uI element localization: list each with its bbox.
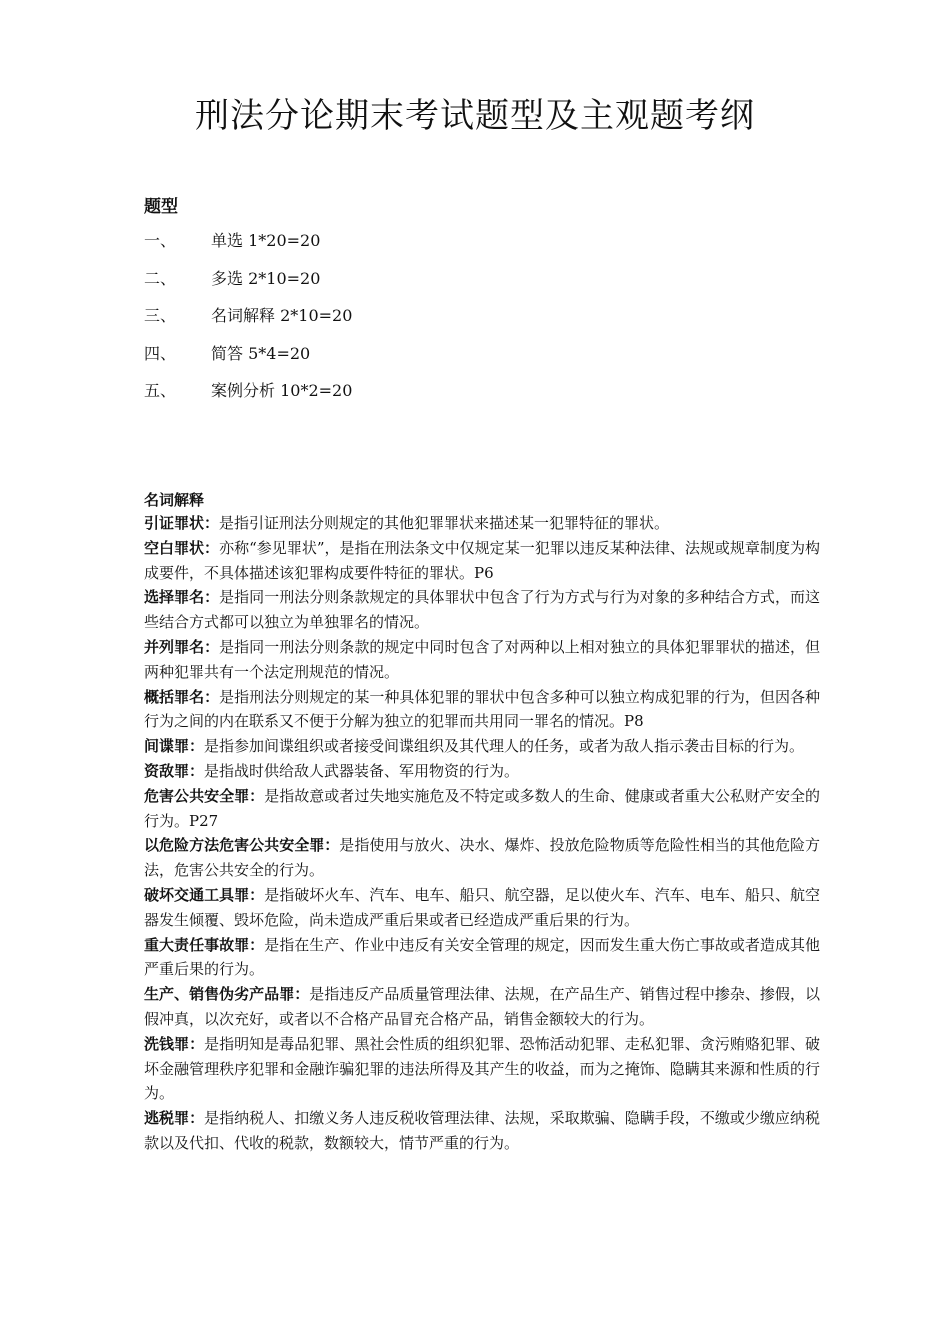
terms-heading: 名词解释 [144,491,205,509]
term-name: 逃税罪： [144,1109,205,1128]
term-definition [144,833,820,883]
term-definition [144,759,820,784]
term-definition [144,734,820,759]
question-type-item [144,340,352,378]
term-definition [144,511,820,536]
question-type-label: 名词解释 2*10=20 [211,306,353,325]
question-types-list [144,227,352,415]
question-type-number: 五、 [144,381,177,400]
term-definition [144,1106,820,1156]
term-text: 是指在生产、作业中违反有关安全管理的规定，因而发生重大伤亡事故或者造成其他严重后果的行为。 [144,935,820,979]
question-type-number: 二、 [144,268,177,288]
term-text: 是指引证刑法分则规定的其他犯罪罪状来描述某一犯罪特征的罪状。 [219,514,670,532]
term-text: 是指战时供给敌人武器装备、军用物资的行为。 [204,761,520,780]
term-name: 概括罪名： [144,687,220,706]
question-type-item [144,227,352,265]
term-definition [144,1032,820,1106]
term-text: 是指参加间谍组织或者接受间谍组织及其代理人的任务，或者为敌人指示袭击目标的行为。 [204,737,805,756]
terms-list [144,511,820,1156]
term-text: 是指明知是毒品犯罪、黑社会性质的组织犯罪、恐怖活动犯罪、走私犯罪、贪污贿赂犯罪、破坏金融管理秩序犯罪和金融诈骗犯罪的违法所得及其产生的收益，而为之掩饰、隐瞒其来源和性质的行为。 [144,1034,820,1103]
term-definition [144,585,820,635]
question-type-label: 多选 2*10=20 [211,268,321,288]
question-type-item [144,302,352,340]
question-type-number: 三、 [144,306,177,325]
term-name: 洗钱罪： [144,1034,205,1053]
question-type-label: 案例分析 10*2=20 [211,381,353,400]
question-type-label: 单选 1*20=20 [211,231,321,250]
term-text: 是指违反产品质量管理法律、法规，在产品生产、销售过程中掺杂、掺假，以假冲真，以次充好，或者以不合格产品冒充合格产品，销售金额较大的行为。 [144,985,820,1028]
term-definition [144,784,820,834]
term-text: 是指刑法分则规定的某一种具体犯罪的罪状中包含多种可以独立构成犯罪的行为，但因各种行为之间的内在联系又不便于分解为独立的犯罪而共用同一罪名的情况。P8 [144,687,820,731]
term-name: 引证罪状： [144,514,220,532]
term-definition [144,685,820,735]
term-name: 并列罪名： [144,637,220,656]
term-text: 是指故意或者过失地实施危及不特定或多数人的生命、健康或者重大公私财产安全的行为。P27 [144,786,820,830]
term-name: 以危险方法危害公共安全罪： [144,836,340,855]
term-definition [144,536,820,586]
term-text: 是指纳税人、扣缴义务人违反税收管理法律、法规，采取欺骗、隐瞒手段，不缴或少缴应纳税款以及代扣、代收的税款，数额较大，情节严重的行为。 [144,1109,820,1152]
term-name: 资敌罪： [144,761,205,780]
document-title: 刑法分论期末考试题型及主观题考纲 [195,96,755,136]
term-text: 是指同一刑法分则条款规定的具体罪状中包含了行为方式与行为对象的多种结合方式，而这些结合方式都可以独立为单独罪名的情况。 [144,588,820,632]
term-name: 破坏交通工具罪： [144,885,265,904]
question-type-item [144,265,352,303]
term-name: 选择罪名： [144,588,220,607]
term-definition [144,635,820,685]
term-name: 间谍罪： [144,737,205,756]
term-name: 重大责任事故罪： [144,935,265,954]
term-name: 空白罪状： [144,538,220,557]
term-text: 是指破坏火车、汽车、电车、船只、航空器，足以使火车、汽车、电车、船只、航空器发生倾覆、毁坏危险，尚未造成严重后果或者已经造成严重后果的行为。 [144,885,820,929]
question-type-item [144,377,352,415]
types-heading: 题型 [144,197,178,217]
term-definition [144,982,820,1032]
question-type-label: 简答 5*4=20 [211,343,311,363]
term-text: 是指使用与放火、决水、爆炸、投放危险物质等危险性相当的其他危险方法，危害公共安全的行为。 [144,836,820,880]
term-name: 生产、销售伪劣产品罪： [144,985,310,1004]
term-definition [144,933,820,983]
question-type-number: 一、 [144,231,177,250]
term-name: 危害公共安全罪： [144,786,265,805]
term-definition [144,883,820,933]
term-text: 亦称“参见罪状”，是指在刑法条文中仅规定某一犯罪以违反某种法律、法规或规章制度为构成要件，不具体描述该犯罪构成要件特征的罪状。P6 [144,538,820,582]
question-type-number: 四、 [144,343,177,363]
term-text: 是指同一刑法分则条款的规定中同时包含了对两种以上相对独立的具体犯罪罪状的描述，但两种犯罪共有一个法定刑规范的情况。 [144,637,820,681]
